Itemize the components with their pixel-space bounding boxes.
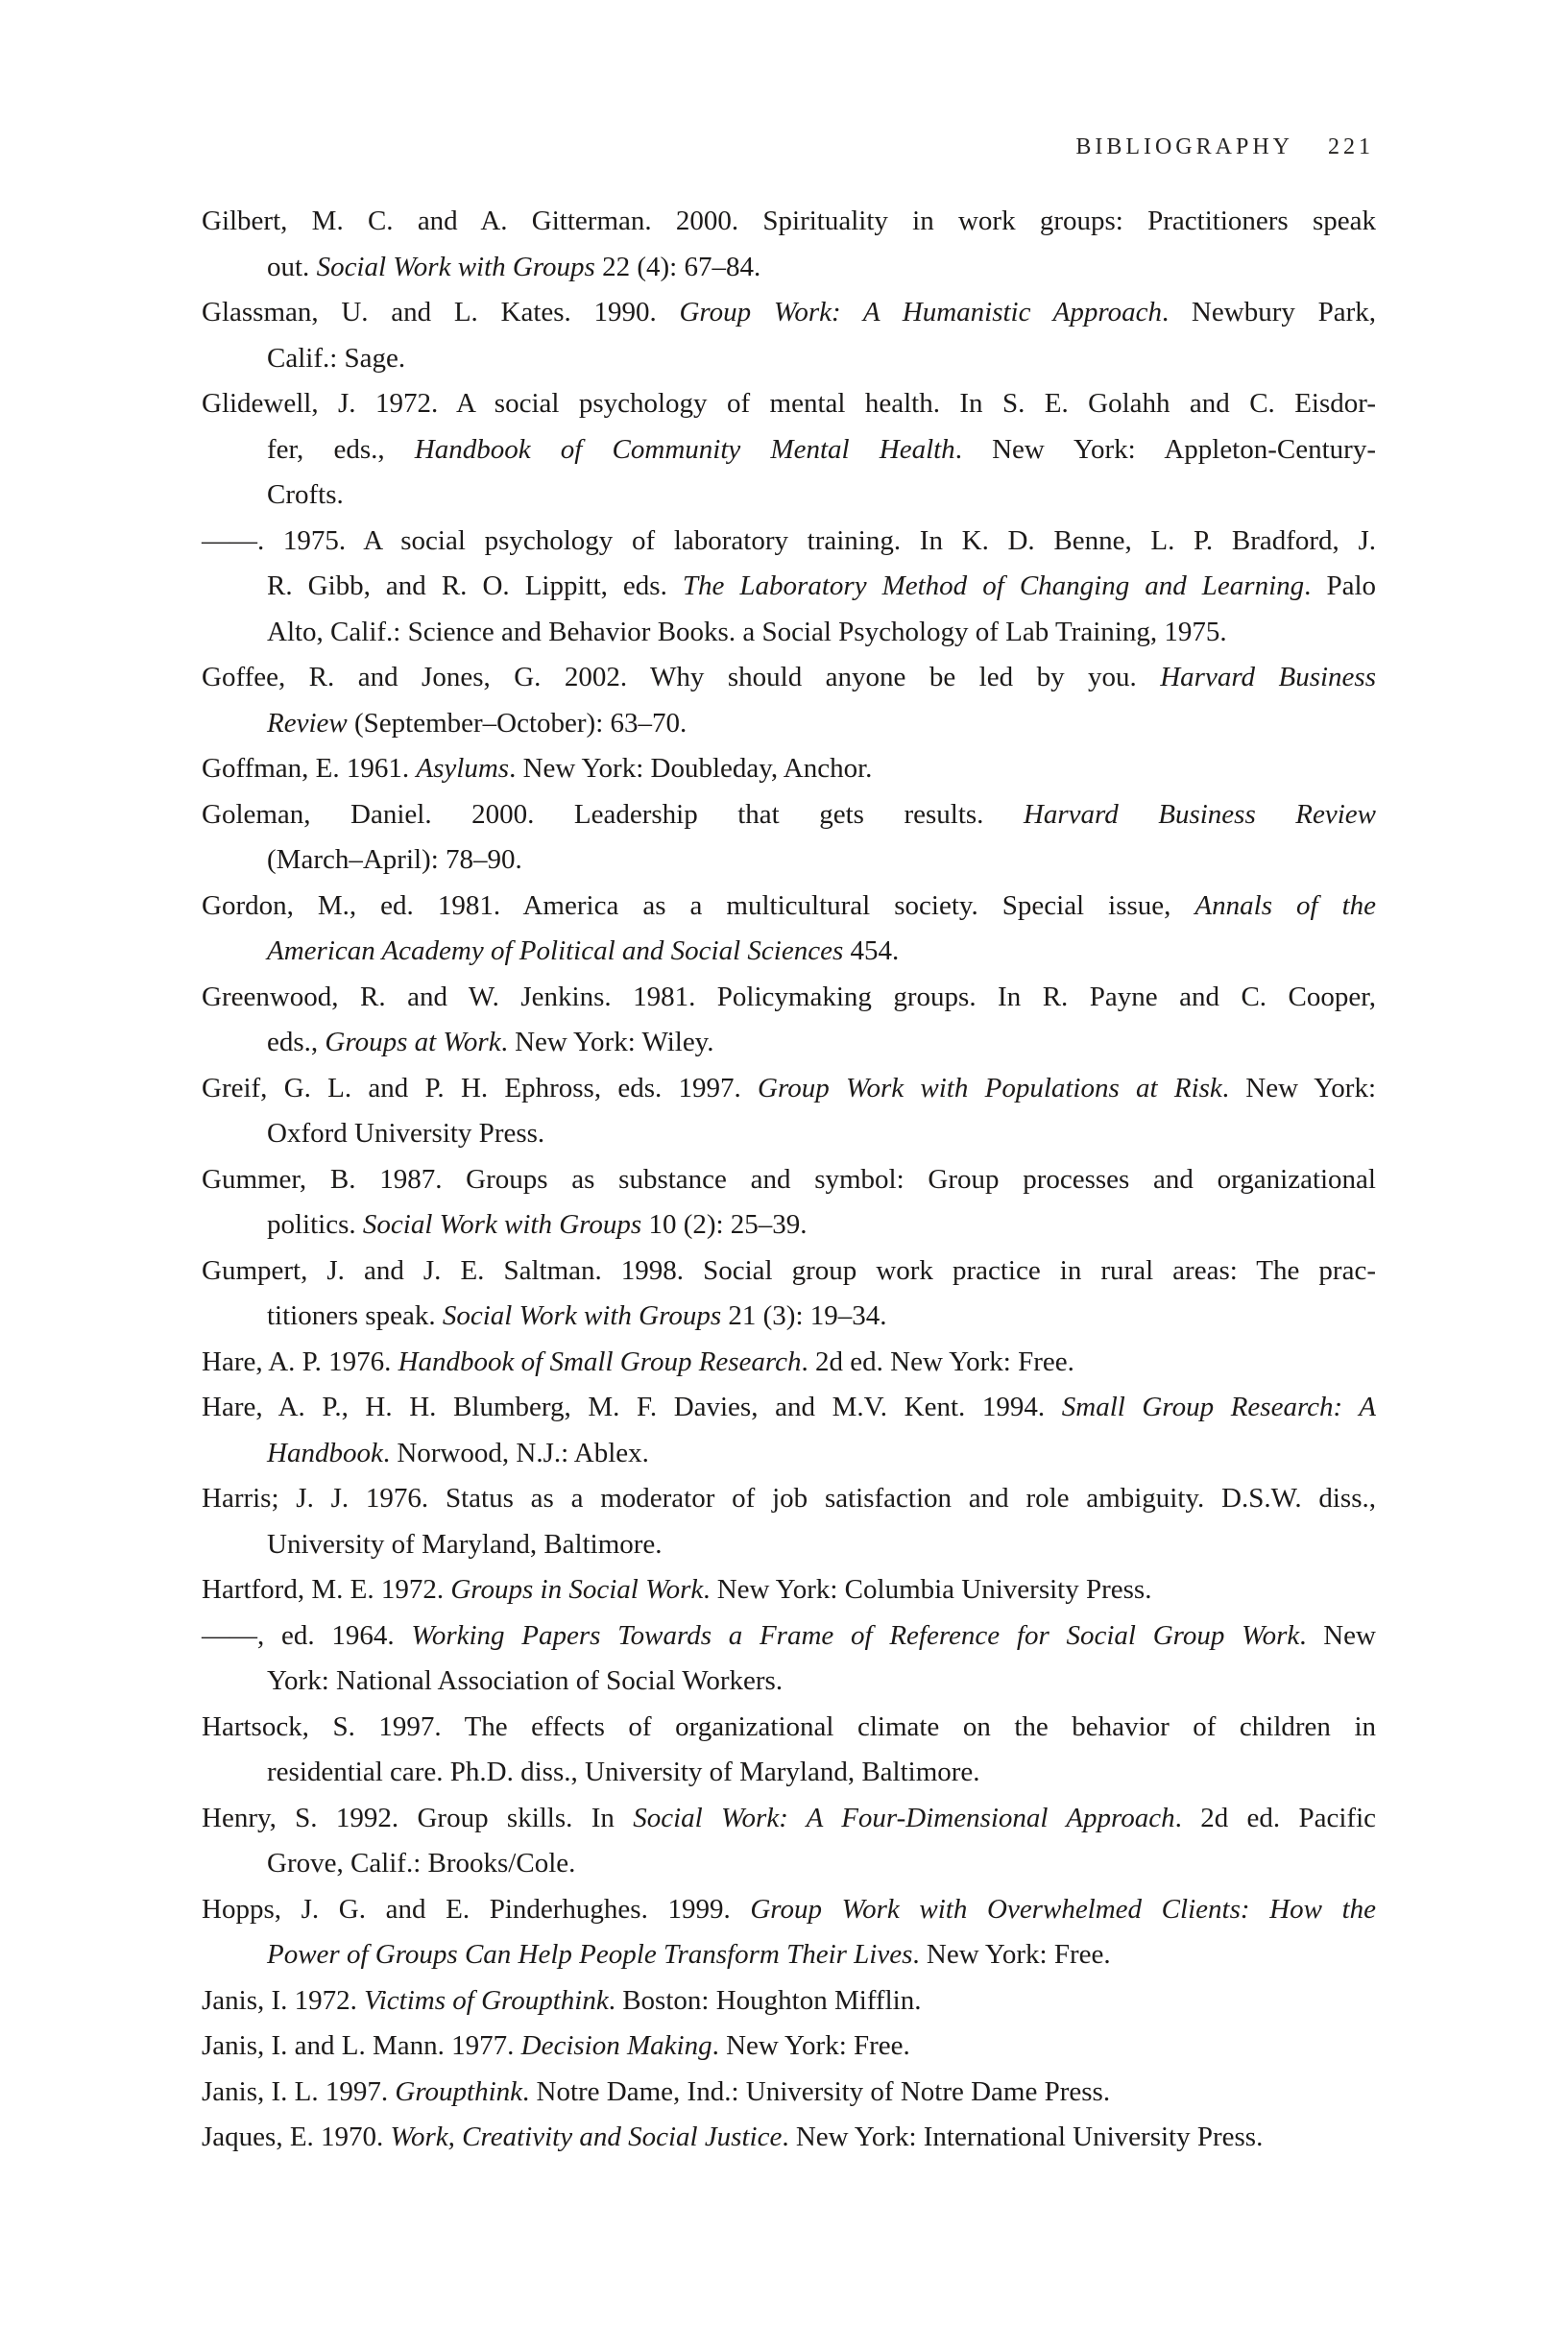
italic-title: Groups at Work <box>325 1027 501 1057</box>
entry-line: Handbook. Norwood, N.J.: Ablex. <box>267 1437 649 1468</box>
bibliography-list <box>202 199 1376 2161</box>
italic-title: Social Work with Groups <box>316 251 595 282</box>
bibliography-entry <box>202 975 1376 1066</box>
entry-line: Gordon, M., ed. 1981. America as a multicultural society. Special issue, Annals of the <box>202 889 1377 921</box>
entry-line: Gilbert, M. C. and A. Gitterman. 2000. Spirituality in work groups: Practitioners speak <box>202 206 1376 236</box>
entry-line: titioners speak. Social Work with Groups 21 (3): 19–34. <box>267 1300 887 1331</box>
entry-line: Hare, A. P., H. H. Blumberg, M. F. Davies, and M.V. Kent. 1994. Small Group Research: A <box>202 1392 1376 1422</box>
bibliography-entry <box>202 792 1376 884</box>
italic-title: The Laboratory Method of Changing and Learning <box>682 570 1305 601</box>
entry-line: American Academy of Political and Social Sciences 454. <box>267 935 900 966</box>
italic-title: Handbook of Community Mental Health <box>414 433 955 465</box>
italic-title: Group Work: A Humanistic Approach <box>679 297 1162 327</box>
running-head <box>200 135 1374 158</box>
bibliography-entry <box>202 199 1376 290</box>
entry-line: University of Maryland, Baltimore. <box>267 1528 663 1560</box>
entry-line: Goffman, E. 1961. Asylums. New York: Doubleday, Anchor. <box>202 753 873 784</box>
entry-line: Oxford University Press. <box>267 1118 545 1149</box>
entry-line: Glassman, U. and L. Kates. 1990. Group Work: A Humanistic Approach. Newbury Park, <box>202 297 1376 327</box>
italic-title: Social Work with Groups <box>442 1300 722 1331</box>
entry-line: fer, eds., Handbook of Community Mental Health. New York: Appleton-Century- <box>267 433 1376 465</box>
italic-title: Group Work with Populations at Risk <box>758 1072 1222 1103</box>
italic-title: Annals of the <box>1194 889 1377 921</box>
italic-title: American Academy of Political and Social Sciences <box>267 935 844 966</box>
entry-line: R. Gibb, and R. O. Lippitt, eds. The Laboratory Method of Changing and Learning. Palo <box>267 570 1377 601</box>
italic-title: Asylums <box>416 753 510 784</box>
bibliography-entry <box>202 290 1376 381</box>
entry-line: residential care. Ph.D. diss., University of Maryland, Baltimore. <box>267 1757 980 1787</box>
bibliography-entry <box>202 1249 1376 1340</box>
italic-title: Review <box>267 707 348 739</box>
page-number: 221 <box>1328 134 1374 159</box>
entry-line: Crofts. <box>267 479 344 510</box>
bibliography-entry <box>202 1887 1376 1978</box>
bibliography-entry <box>202 519 1376 656</box>
entry-line: Greif, G. L. and P. H. Ephross, eds. 1997. Group Work with Populations at Risk. New York: <box>202 1072 1377 1103</box>
entry-line: eds., Groups at Work. New York: Wiley. <box>267 1027 714 1057</box>
bibliography-entry <box>202 2115 1376 2161</box>
italic-title: Work, Creativity and Social Justice <box>390 2122 783 2152</box>
italic-title: Groups in Social Work <box>450 1574 704 1605</box>
entry-line: Alto, Calif.: Science and Behavior Books. a Social Psychology of Lab Training, 1975. <box>267 616 1227 647</box>
entry-line: Review (September–October): 63–70. <box>267 707 688 739</box>
entry-line: Hopps, J. G. and E. Pinderhughes. 1999. Group Work with Overwhelmed Clients: How the <box>202 1893 1376 1925</box>
italic-title: Small Group Research: A <box>1061 1392 1376 1422</box>
bibliography-entry <box>202 1476 1376 1567</box>
italic-title: Victims of Groupthink <box>364 1984 609 2016</box>
italic-title: Harvard Business <box>1160 662 1376 692</box>
entry-line: Goleman, Daniel. 2000. Leadership that gets results. Harvard Business Review <box>202 798 1376 830</box>
italic-title: Social Work: A Four-Dimensional Approach <box>633 1802 1175 1833</box>
entry-line: ——. 1975. A social psychology of laboratory training. In K. D. Benne, L. P. Bradford, J. <box>202 524 1376 556</box>
entry-line: Janis, I. and L. Mann. 1977. Decision Making. New York: Free. <box>202 2030 910 2061</box>
italic-title: Power of Groups Can Help People Transform Their Lives <box>267 1939 913 1970</box>
entry-line: Gumpert, J. and J. E. Saltman. 1998. Social group work practice in rural areas: The prac- <box>202 1254 1376 1286</box>
italic-title: Group Work with Overwhelmed Clients: How the <box>750 1893 1376 1925</box>
entry-line: Hartsock, S. 1997. The effects of organizational climate on the behavior of children in <box>202 1710 1376 1742</box>
entry-line: Power of Groups Can Help People Transform Their Lives. New York: Free. <box>267 1939 1111 1970</box>
running-head-section-label: BIBLIOGRAPHY <box>1075 134 1293 159</box>
bibliography-entry <box>202 1385 1376 1476</box>
entry-line: Janis, I. 1972. Victims of Groupthink. Boston: Houghton Mifflin. <box>202 1984 922 2016</box>
entry-line: Grove, Calif.: Brooks/Cole. <box>267 1848 576 1879</box>
bibliography-entry <box>202 1705 1376 1796</box>
bibliography-entry <box>202 1066 1376 1157</box>
italic-title: Handbook of Small Group Research <box>398 1346 802 1377</box>
entry-line: politics. Social Work with Groups 10 (2): 25–39. <box>267 1209 808 1240</box>
bibliography-entry <box>202 884 1376 975</box>
bibliography-entry <box>202 746 1376 792</box>
entry-line: Calif.: Sage. <box>267 342 406 374</box>
entry-line: Hartford, M. E. 1972. Groups in Social Work. New York: Columbia University Press. <box>202 1574 1152 1605</box>
italic-title: Handbook <box>267 1437 383 1468</box>
entry-line: York: National Association of Social Workers. <box>267 1665 784 1696</box>
entry-line: Janis, I. L. 1997. Groupthink. Notre Dame, Ind.: University of Notre Dame Press. <box>202 2075 1111 2107</box>
bibliography-entry <box>202 1567 1376 1613</box>
italic-title: Social Work with Groups <box>362 1209 642 1240</box>
italic-title: Harvard Business Review <box>1023 798 1376 830</box>
bibliography-entry <box>202 1978 1376 2025</box>
bibliography-entry <box>202 2024 1376 2070</box>
entry-line: out. Social Work with Groups 22 (4): 67–84. <box>267 251 761 282</box>
entry-line: ——, ed. 1964. Working Papers Towards a Frame of Reference for Social Group Work. New <box>202 1619 1376 1651</box>
entry-line: Hare, A. P. 1976. Handbook of Small Group Research. 2d ed. New York: Free. <box>202 1346 1074 1377</box>
italic-title: Working Papers Towards a Frame of Reference for Social Group Work <box>411 1619 1300 1651</box>
entry-line: Henry, S. 1992. Group skills. In Social Work: A Four-Dimensional Approach. 2d ed. Pacific <box>202 1802 1377 1833</box>
entry-line: Gummer, B. 1987. Groups as substance and symbol: Group processes and organizational <box>202 1163 1376 1195</box>
bibliography-entry <box>202 655 1376 746</box>
italic-title: Decision Making <box>520 2030 712 2061</box>
entry-line: Glidewell, J. 1972. A social psychology of mental health. In S. E. Golahh and C. Eisdor- <box>202 388 1376 419</box>
bibliography-entry <box>202 381 1376 519</box>
bibliography-entry <box>202 1796 1376 1887</box>
bibliography-entry <box>202 1340 1376 1386</box>
entry-line: Harris; J. J. 1976. Status as a moderator of job satisfaction and role ambiguity. D.S.W. diss., <box>202 1483 1376 1514</box>
bibliography-entry <box>202 1613 1376 1705</box>
entry-line: (March–April): 78–90. <box>267 844 522 875</box>
entry-line: Greenwood, R. and W. Jenkins. 1981. Policymaking groups. In R. Payne and C. Cooper, <box>202 981 1376 1012</box>
entry-line: Jaques, E. 1970. Work, Creativity and Social Justice. New York: International University Press. <box>202 2122 1264 2152</box>
bibliography-entry <box>202 1157 1376 1249</box>
entry-line: Goffee, R. and Jones, G. 2002. Why should anyone be led by you. Harvard Business <box>202 662 1376 692</box>
italic-title: Groupthink <box>395 2075 523 2107</box>
bibliography-entry <box>202 2070 1376 2116</box>
